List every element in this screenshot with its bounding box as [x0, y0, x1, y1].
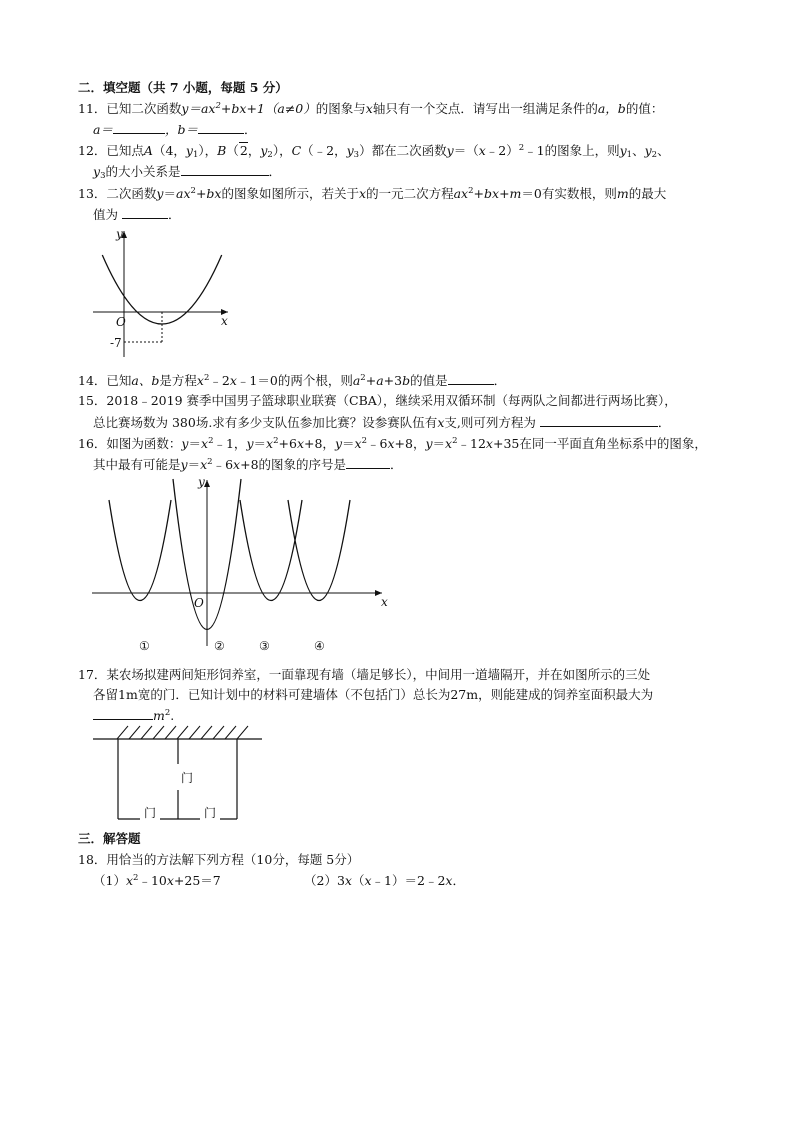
q16-graph-label-4: ④ [314, 639, 325, 653]
question-13: 13．二次函数$y=ax^2+bx$的图象如图所示，若关于x的一元二次方程$ax^2+bx+m=0$有实数根，则m的最大 [78, 186, 667, 201]
question-11: 11．已知二次函数$y=ax^2+bx+1(a\ne 0)$的图象与x轴只有一个交点．请写出一组满足条件的a，b的值： [78, 101, 664, 116]
question-11-answer-line: a＝ ，b＝ ． [93, 122, 257, 137]
q13-origin-label: O [116, 315, 126, 329]
q16-graph-label-2: ② [214, 639, 225, 653]
q11-b-blank[interactable] [198, 121, 244, 134]
q11-function-expr: $y=ax^2+bx+1(a\ne 0)$ [181, 101, 316, 116]
q14-answer-blank[interactable] [448, 372, 494, 385]
question-12-line-2: $y_3$的大小关系是 ． [93, 164, 282, 181]
question-14: 14．已知a、b是方程$x^2﹣2x﹣1=0$的两个根，则$a^2+a+3b$的值是 ． [78, 373, 507, 388]
q16-x-axis-label: x [381, 595, 388, 609]
question-15-line-2: 总比赛场数为 380场.求有多少支队伍参加比赛？设参赛队伍有x支,则可列方程为 ． [93, 415, 671, 430]
q13-min-value-label: -7 [110, 336, 122, 350]
question-13-line-2: 值为 ． [93, 207, 181, 222]
q16-y-axis-label: y [198, 475, 205, 489]
q16-origin-label: O [194, 596, 204, 610]
q13-x-axis-label: x [221, 314, 228, 328]
question-18: 18．用恰当的方法解下列方程（10分，每题 5分） [78, 852, 360, 867]
q11-a-blank[interactable] [113, 121, 165, 134]
question-18-part-1: $(1)x^2﹣10x+25=7$ [93, 873, 221, 888]
q17-door-middle-label: 门 [181, 771, 194, 785]
section-fill-blank-heading: 二．填空题（共 7 小题，每题 5 分） [78, 80, 288, 95]
question-16-line-2: 其中最有可能是$y=x^2﹣6x+8$的图象的序号是 ． [93, 457, 403, 472]
q17-door-left-label: 门 [144, 806, 157, 820]
section-answer-heading: 三．解答题 [78, 831, 141, 846]
q17-answer-blank[interactable] [93, 707, 153, 720]
question-16: 16．如图为函数：$y=x^2﹣1$，$y=x^2+6x+8$，$y=x^2﹣6x+8$，$y=x^2﹣12x+35$在同一平面直角坐标系中的图象， [78, 436, 707, 451]
question-18-part-2: （2）3x（x﹣1）＝2﹣2x． [304, 873, 465, 888]
q13-answer-blank[interactable] [122, 206, 168, 219]
q17-door-right-label: 门 [204, 806, 217, 820]
q16-four-parabolas-graph [90, 476, 400, 656]
q15-answer-blank[interactable] [540, 414, 658, 427]
q13-parabola-graph [88, 225, 238, 360]
question-17-line-2: 各留1m宽的门．已知计划中的材料可建墙体（不包括门）总长为27m，则能建成的饲养室面积最大为 [93, 687, 654, 702]
question-12: 12．已知点A（4，$y_1$），B（2，$y_2$），C（﹣2，$y_3$）都在二次函数y＝（x﹣2）$^2$﹣1的图象上，则$y_1$、$y_2$、 [78, 143, 670, 160]
question-15: 15．2018﹣2019 赛季中国男子篮球职业联赛（CBA），继续采用双循环制（每两队之间都进行两场比赛）， [78, 393, 677, 408]
q16-answer-blank[interactable] [346, 456, 390, 469]
q16-graph-label-1: ① [139, 639, 150, 653]
question-17-line-3: $m^2$. [93, 707, 174, 724]
q13-y-axis-label: y [116, 227, 123, 241]
q12-answer-blank[interactable] [181, 163, 269, 176]
q16-graph-label-3: ③ [259, 639, 270, 653]
q17-enclosure-figure [90, 722, 270, 826]
question-17: 17．某农场拟建两间矩形饲养室，一面靠现有墙（墙足够长），中间用一道墙隔开，并在如图所示的三处 [78, 667, 651, 682]
